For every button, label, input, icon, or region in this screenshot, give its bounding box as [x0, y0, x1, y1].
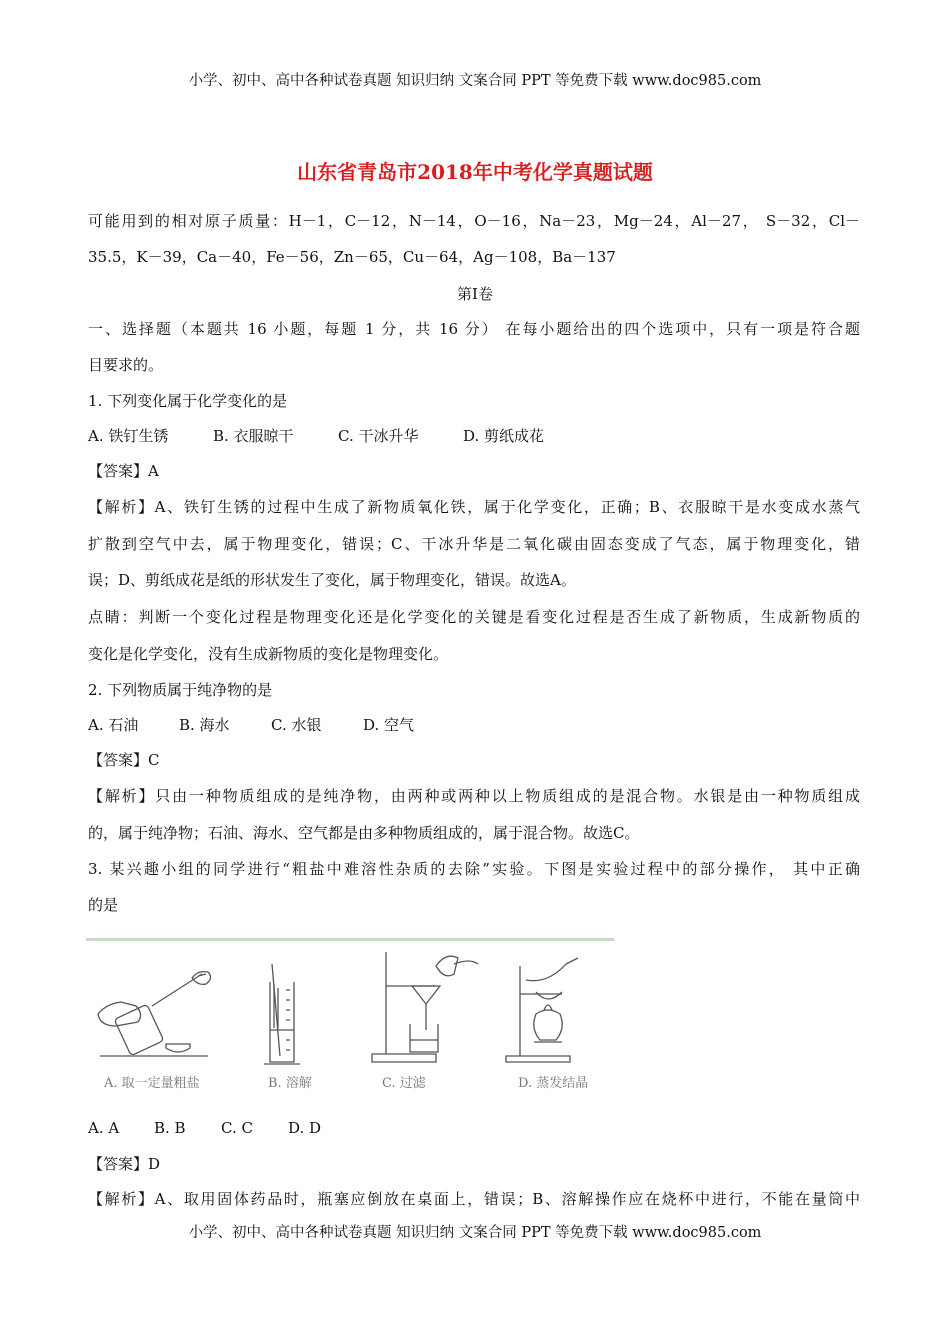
page-title: 山东省青岛市2018年中考化学真题试题 [297, 160, 653, 184]
figure-caption-a: A. 取一定量粗盐 [104, 1076, 200, 1091]
q1-option-a: A. 铁钉生锈 [88, 427, 169, 445]
experiment-figure [86, 936, 616, 1096]
q3-option-a: A. A [88, 1119, 120, 1137]
evaporation-illustration [506, 958, 578, 1062]
dissolving-illustration [264, 964, 300, 1064]
q2-analysis-line-2: 的，属于纯净物；石油、海水、空气都是由多种物质组成的，属于混合物。故选C。 [88, 824, 640, 842]
figure-caption-b: B. 溶解 [268, 1076, 312, 1091]
q2-options [88, 714, 414, 736]
q1-analysis-line-2: 扩散到空气中去，属于物理变化，错误；C、干冰升华是二氧化碳由固态变成了气态，属于物理变化，错 [88, 535, 860, 553]
q3-option-c: C. C [221, 1119, 253, 1137]
q1-option-c: C. 干冰升华 [338, 427, 419, 445]
q1-options [88, 425, 544, 447]
instructions-line-2: 目要求的。 [88, 356, 164, 374]
q3-options [88, 1117, 321, 1139]
figure-top-rule [86, 938, 614, 941]
q1-stem: 1. 下列变化属于化学变化的是 [88, 392, 288, 410]
page-footer: 小学、初中、高中各种试卷真题 知识归纳 文案合同 PPT 等免费下载 www.doc985.com [188, 1225, 762, 1241]
q1-option-b: B. 衣服晾干 [213, 427, 294, 445]
section-title: 第Ⅰ卷 [457, 285, 493, 303]
atomic-masses-line-2: 35.5，K－39，Ca－40，Fe－56，Zn－65，Cu－64，Ag－108，Ba－137 [88, 248, 616, 266]
figure-caption-c: C. 过滤 [382, 1076, 426, 1091]
q3-option-b: B. B [154, 1119, 186, 1137]
q2-option-d: D. 空气 [363, 716, 415, 734]
q3-stem-line-1: 3. 某兴趣小组的同学进行“粗盐中难溶性杂质的去除”实验。下图是实验过程中的部分操作， 其中正确 [88, 860, 860, 878]
q2-analysis-line-1: 【解析】只由一种物质组成的是纯净物，由两种或两种以上物质组成的是混合物。水银是由一种物质组成 [88, 787, 860, 805]
q2-answer: 【答案】C [88, 751, 160, 769]
q3-analysis-line-1: 【解析】A、取用固体药品时，瓶塞应倒放在桌面上，错误；B、溶解操作应在烧杯中进行，不能在量筒中 [88, 1190, 860, 1208]
figure-caption-d: D. 蒸发结晶 [518, 1076, 589, 1091]
filtration-illustration [372, 952, 478, 1062]
q1-analysis-line-3: 误；D、剪纸成花是纸的形状发生了变化，属于物理变化，错误。故选A。 [88, 571, 576, 589]
q3-answer: 【答案】D [88, 1155, 161, 1173]
q2-option-b: B. 海水 [179, 716, 230, 734]
q2-stem: 2. 下列物质属于纯净物的是 [88, 681, 273, 699]
q1-answer: 【答案】A [88, 462, 159, 480]
q3-stem-line-2: 的是 [88, 896, 119, 914]
q1-note-line-2: 变化是化学变化，没有生成新物质的变化是物理变化。 [88, 645, 449, 663]
atomic-masses-line-1: 可能用到的相对原子质量：H－1，C－12，N－14，O－16，Na－23，Mg－24，Al－27， S－32，Cl－ [88, 212, 860, 230]
q3-option-d: D. D [288, 1119, 322, 1137]
instructions-line-1: 一、选择题（本题共 16 小题，每题 1 分，共 16 分） 在每小题给出的四个选项中，只有一项是符合题 [88, 320, 860, 338]
q2-option-a: A. 石油 [88, 716, 139, 734]
q1-note-line-1: 点睛：判断一个变化过程是物理变化还是化学变化的关键是看变化过程是否生成了新物质，生成新物质的 [88, 608, 860, 626]
q1-analysis-line-1: 【解析】A、铁钉生锈的过程中生成了新物质氧化铁，属于化学变化，正确；B、衣服晾干是水变成水蒸气 [88, 498, 860, 516]
weighing-salt-illustration [98, 972, 211, 1056]
q1-option-d: D. 剪纸成花 [463, 427, 545, 445]
experiment-illustrations [86, 944, 616, 1074]
page-header: 小学、初中、高中各种试卷真题 知识归纳 文案合同 PPT 等免费下载 www.doc985.com [188, 73, 762, 89]
q2-option-c: C. 水银 [271, 716, 322, 734]
